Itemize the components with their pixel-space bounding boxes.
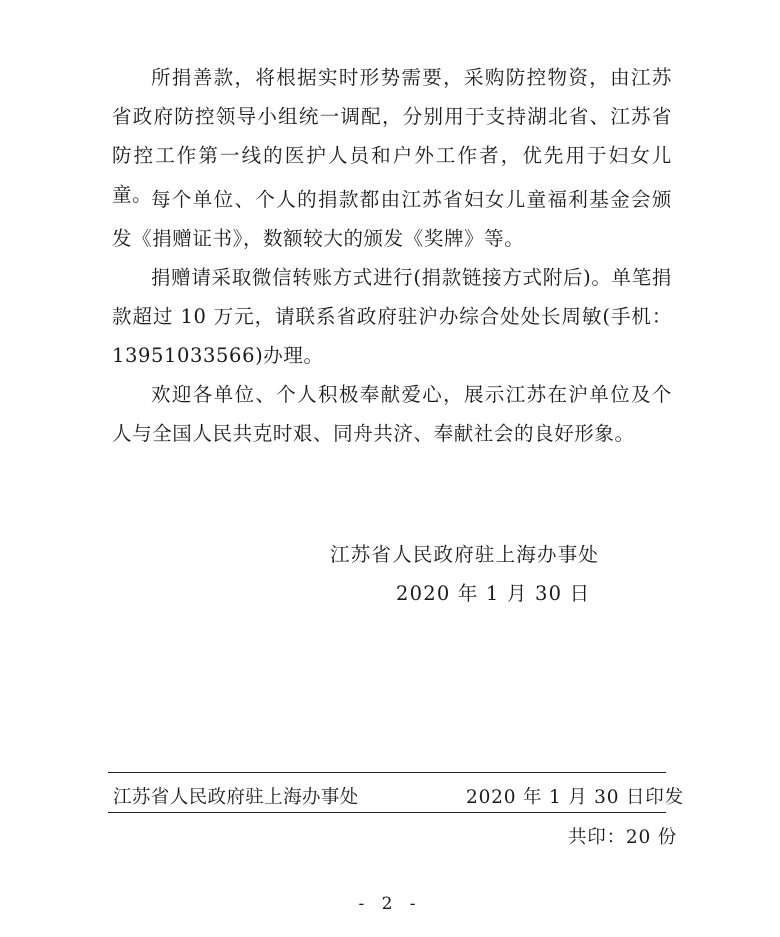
footer-issuer: 江苏省人民政府驻上海办事处 [113, 787, 359, 808]
page-number: - 2 - [358, 894, 422, 914]
signature-organization: 江苏省人民政府驻上海办事处 [330, 543, 600, 566]
footer-issue-date: 2020 年 1 月 30 日印发 [466, 787, 684, 808]
footer-bottom-rule [108, 812, 666, 813]
signature-date: 2020 年 1 月 30 日 [396, 582, 591, 605]
body-paragraph-appeal: 欢迎各单位、个人积极奉献爱心，展示江苏在沪单位及个人与全国人民共克时艰、同舟共济、奉献社会的良好形象。 [112, 383, 672, 445]
body-paragraph-donation-use: 所捐善款，将根据实时形势需要，采购防控物资，由江苏省政府防控领导小组统一调配，分别用于支持湖北省、江苏省防控工作第一线的医护人员和户外工作者，优先用于妇女儿童。 [112, 66, 672, 206]
body-paragraph-certificate: 每个单位、个人的捐款都由江苏省妇女儿童福利基金会颁发《捐赠证书》，数额较大的颁发《奖牌》等。 [112, 188, 672, 250]
footer-top-rule [108, 772, 666, 773]
footer-copies: 共印：20 份 [568, 827, 678, 848]
body-paragraph-payment-method: 捐赠请采取微信转账方式进行(捐款链接方式附后)。单笔捐款超过 10 万元，请联系省政府驻沪办综合处处长周敏(手机：13951033566)办理。 [112, 266, 672, 367]
